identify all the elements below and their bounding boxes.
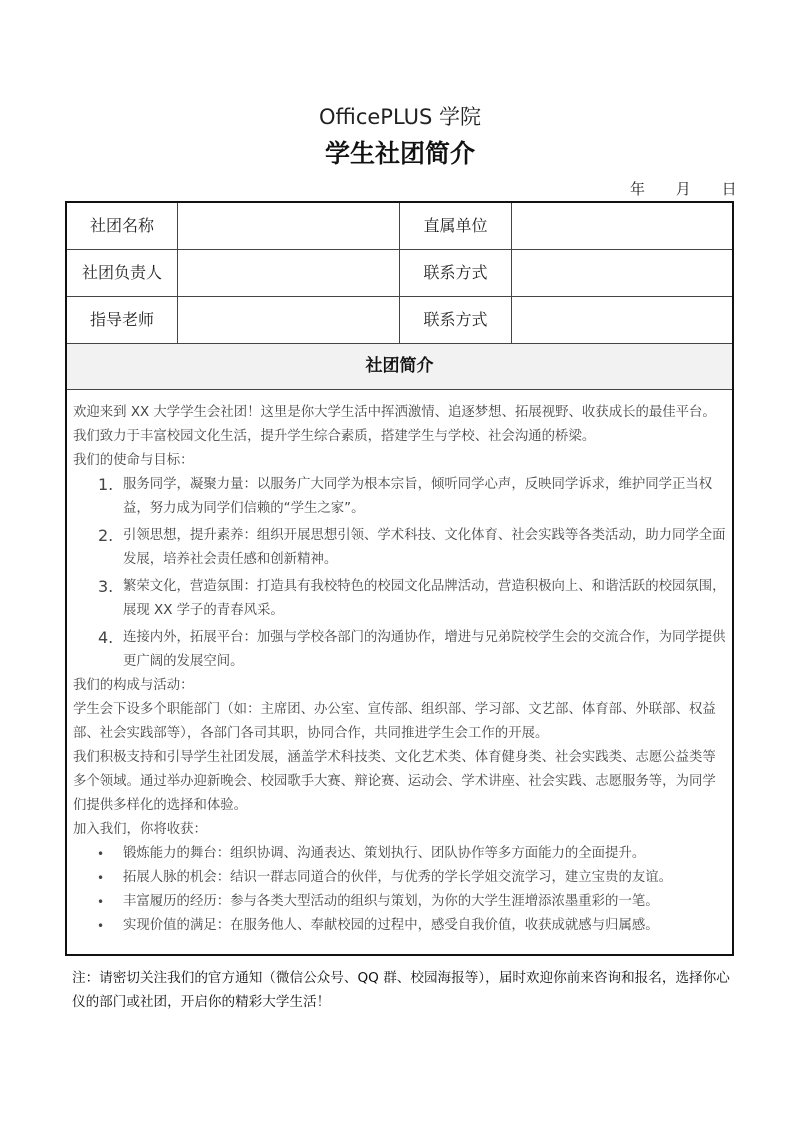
table-row: [67, 250, 732, 297]
affiliation-field[interactable]: [512, 203, 732, 249]
leader-field[interactable]: [178, 250, 400, 296]
list-number: 2.: [98, 526, 114, 545]
list-item: [73, 914, 728, 938]
date-day: 日: [721, 180, 737, 198]
page-title: 学生社团简介: [324, 139, 475, 168]
mission-text: 服务同学，凝聚力量：以服务广大同学为根本宗旨，倾听同学心声，反映同学诉求，维护同学正当权益，努力成为同学们信赖的“学生之家”。: [123, 477, 713, 516]
list-item: [73, 626, 728, 674]
contact-label: 联系方式: [400, 250, 512, 296]
gain-text: 锻炼能力的舞台：组织协调、沟通表达、策划执行、团队协作等多方面能力的全面提升。: [123, 846, 646, 861]
mission-text: 繁荣文化，营造氛围：打造具有我校特色的校园文化品牌活动，营造积极向上、和谐活跃的校园氛围，展现 XX 学子的青春风采。: [123, 579, 726, 618]
advisor-field[interactable]: [178, 297, 400, 343]
gain-text: 实现价值的满足：在服务他人、奉献校园的过程中，感受自我价值，收获成就感与归属感。: [123, 918, 659, 933]
contact-field-2[interactable]: [512, 297, 732, 343]
club-form: [65, 201, 734, 956]
mission-title: 我们的使命与目标：: [73, 453, 194, 468]
gains-title: 加入我们，你将收获：: [73, 822, 207, 837]
list-number: 4.: [98, 628, 114, 647]
advisor-label: 指导老师: [67, 297, 178, 343]
table-row: [67, 203, 732, 250]
bullet-icon: •: [97, 847, 105, 861]
contact-field[interactable]: [512, 250, 732, 296]
list-number: 3.: [98, 577, 114, 596]
structure-title: 我们的构成与活动：: [73, 678, 194, 693]
club-name-field[interactable]: [178, 203, 400, 249]
bullet-icon: •: [97, 871, 105, 885]
list-number: 1.: [98, 475, 114, 494]
bullet-icon: •: [97, 919, 105, 933]
table-row: [67, 297, 732, 344]
date-year: 年: [630, 180, 646, 198]
mission-text: 连接内外，拓展平台：加强与学校各部门的沟通协作，增进与兄弟院校学生会的交流合作，为同学提供更广阔的发展空间。: [123, 630, 726, 669]
footer-note: 注：请密切关注我们的官方通知（微信公众号、QQ 群、校园海报等），届时欢迎你前来咨询和报名，选择你心仪的部门或社团，开启你的精彩大学生活！: [72, 970, 730, 1010]
list-item: [73, 524, 728, 572]
mission-text: 引领思想，提升素养：组织开展思想引领、学术科技、文化体育、社会实践等各类活动，助力同学全面发展，培养社会责任感和创新精神。: [123, 528, 726, 567]
date-line: [630, 178, 737, 199]
list-item: [73, 473, 728, 521]
structure-paragraph-2: 我们积极支持和引导学生社团发展，涵盖学术科技类、文化艺术类、体育健身类、社会实践类、志愿公益类等多个领域。通过举办迎新晚会、校园歌手大赛、辩论赛、运动会、学术讲座、社会实践、志愿服务等，为同学们提供多样化的选择和体验。: [73, 750, 716, 813]
list-item: [73, 842, 728, 866]
date-month: 月: [675, 180, 691, 198]
intro-body: [73, 401, 728, 938]
structure-paragraph-1: 学生会下设多个职能部门（如：主席团、办公室、宣传部、组织部、学习部、文艺部、体育部、外联部、权益部、社会实践部等），各部门各司其职，协同合作，共同推进学生会工作的开展。: [73, 702, 716, 741]
gain-text: 丰富履历的经历：参与各类大型活动的组织与策划，为你的大学生涯增添浓墨重彩的一笔。: [123, 894, 659, 909]
contact-label-2: 联系方式: [400, 297, 512, 343]
list-item: [73, 866, 728, 890]
affiliation-label: 直属单位: [400, 203, 512, 249]
leader-label: 社团负责人: [67, 250, 178, 296]
intro-heading: 社团简介: [67, 344, 732, 390]
bullet-icon: •: [97, 895, 105, 909]
club-name-label: 社团名称: [67, 203, 178, 249]
list-item: [73, 890, 728, 914]
gain-text: 拓展人脉的机会：结识一群志同道合的伙伴，与优秀的学长学姐交流学习，建立宝贵的友谊。: [123, 870, 673, 885]
org-name: OfficePLUS 学院: [319, 105, 481, 129]
list-item: [73, 575, 728, 623]
welcome-paragraph: 欢迎来到 XX 大学学生会社团！这里是你大学生活中挥洒激情、追逐梦想、拓展视野、收获成长的最佳平台。我们致力于丰富校园文化生活，提升学生综合素质，搭建学生与学校、社会沟通的桥梁。: [73, 405, 716, 444]
